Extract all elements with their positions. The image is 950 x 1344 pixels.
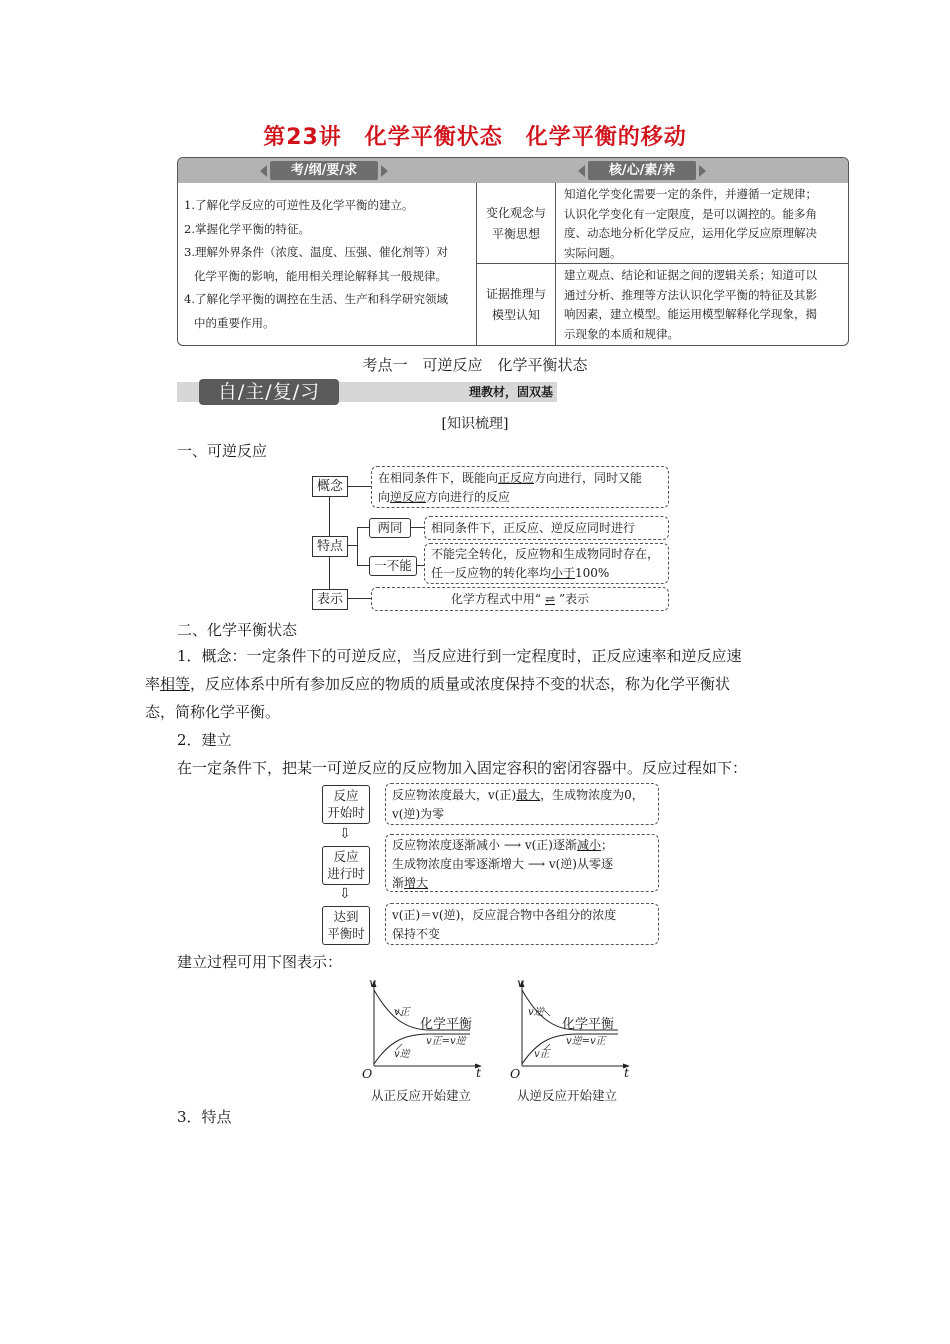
- start-stage-label: 反应 开始时: [322, 785, 370, 824]
- concept-label: 概念: [312, 476, 348, 497]
- lower-curve-label: v逆: [394, 1049, 410, 1060]
- list-item: 中的重要作用。: [194, 315, 275, 330]
- equilibrium-stage-text: v(正)＝v(逆)，反应混合物中各组分的浓度 保持不变: [385, 903, 659, 945]
- literacy-label: 变化观念与 平衡思想: [485, 206, 546, 241]
- section-caption: 考点一 可逆反应 化学平衡状态: [362, 356, 588, 374]
- list-item: 3.理解外界条件（浓度、温度、压强、催化剂等）对: [184, 245, 448, 259]
- banner-subtitle: 理教材，固双基: [468, 385, 553, 399]
- literacy-header: 核/心/素/养: [588, 161, 696, 180]
- heading-equilibrium: 二、化学平衡状态: [177, 621, 298, 639]
- graph-intro: 建立过程可用下图表示：: [177, 953, 343, 971]
- express-label: 表示: [312, 589, 348, 610]
- literacy-label: 证据推理与 模型认知: [485, 287, 546, 322]
- knowledge-label: [知识梳理]: [441, 416, 509, 432]
- graph-caption: 从正反应开始建立: [371, 1088, 472, 1103]
- equilibrium-formula: v正=v逆: [426, 1036, 466, 1047]
- list-item: 化学平衡的影响，能用相关理论解释其一般规律。: [194, 268, 447, 283]
- down-arrow-icon: ⇩: [339, 826, 351, 842]
- lower-curve-label: v正: [534, 1049, 550, 1060]
- one-cannot-label: 一不能: [369, 556, 417, 576]
- origin-label: O: [510, 1066, 521, 1081]
- upper-curve-label: v逆: [528, 1007, 544, 1018]
- equilibrium-arrow-icon: ⇌: [544, 592, 556, 606]
- feature-label: 特点: [312, 536, 348, 557]
- heading-reversible: 一、可逆反应: [177, 442, 268, 460]
- equilibrium-label: 化学平衡: [420, 1017, 473, 1032]
- start-stage-text: 反应物浓度最大，v(正)最大，生成物浓度为0， v(逆)为零: [385, 783, 659, 825]
- page-title: 第23讲 化学平衡状态 化学平衡的移动: [263, 125, 687, 150]
- two-same-label: 两同: [369, 518, 411, 538]
- build-intro: 在一定条件下，把某一可逆反应的反应物加入固定容积的密闭容器中。反应过程如下：: [177, 759, 748, 777]
- x-axis-label: t: [476, 1065, 482, 1080]
- one-cannot-text: 不能完全转化，反应物和生成物同时存在， 任一反应物的转化率均小于100%: [424, 543, 669, 584]
- two-same-text: 相同条件下，正反应、逆反应同时进行: [424, 516, 669, 540]
- y-axis-label: v: [517, 975, 525, 990]
- graph-caption: 从逆反应开始建立: [517, 1088, 618, 1103]
- features-heading: 3．特点: [177, 1108, 232, 1126]
- progress-stage-text: 反应物浓度逐渐减小 ⟶ v(正)逐渐减小； 生成物浓度由零逐渐增大 ⟶ v(逆)从零逐 渐增大: [385, 834, 659, 892]
- progress-stage-label: 反应 进行时: [322, 846, 370, 885]
- syllabus-header: 考/纲/要/求: [270, 161, 378, 180]
- down-arrow-icon: ⇩: [339, 886, 351, 902]
- list-item: 2.掌握化学平衡的特征。: [184, 221, 310, 236]
- literacy-text: 建立观点、结论和证据之间的逻辑关系；知道可以 通过分析、推理等方法认识化学平衡的特征及其影 响因素，建立模型。能运用模型解释化学现象，揭 示现象的本质和规律。: [564, 268, 817, 341]
- concept-paragraph: 1．概念：一定条件下的可逆反应，当反应进行到一定程度时，正反应速率和逆反应速 率相等，反应体系中所有参加反应的物质的质量或浓度保持不变的状态，称为化学平衡状 态，简称化学平衡。: [145, 647, 742, 721]
- equilibrium-label: 化学平衡: [562, 1017, 615, 1032]
- literacy-text: 知道化学变化需要一定的条件，并遵循一定规律； 认识化学变化有一定限度，是可以调控的。能多角 度、动态地分析化学反应，运用化学反应原理解决 实际问题。: [564, 187, 817, 260]
- equilibrium-stage-label: 达到 平衡时: [322, 906, 370, 945]
- y-axis-label: v: [369, 975, 377, 990]
- origin-label: O: [362, 1066, 373, 1081]
- list-item: 4.了解化学平衡的调控在生活、生产和科学研究领域: [184, 292, 448, 306]
- build-heading: 2．建立: [177, 731, 232, 749]
- banner-label: 自/主/复/习: [199, 379, 339, 405]
- x-axis-label: t: [624, 1065, 630, 1080]
- equilibrium-formula: v逆=v正: [566, 1036, 606, 1047]
- concept-text: 在相同条件下，既能向正反应方向进行，同时又能 向逆反应方向进行的反应: [371, 466, 669, 508]
- upper-curve-label: v正: [394, 1007, 410, 1018]
- express-text: 化学方程式中用“ ⇌ ”表示: [371, 587, 669, 611]
- list-item: 1.了解化学反应的可逆性及化学平衡的建立。: [184, 198, 414, 212]
